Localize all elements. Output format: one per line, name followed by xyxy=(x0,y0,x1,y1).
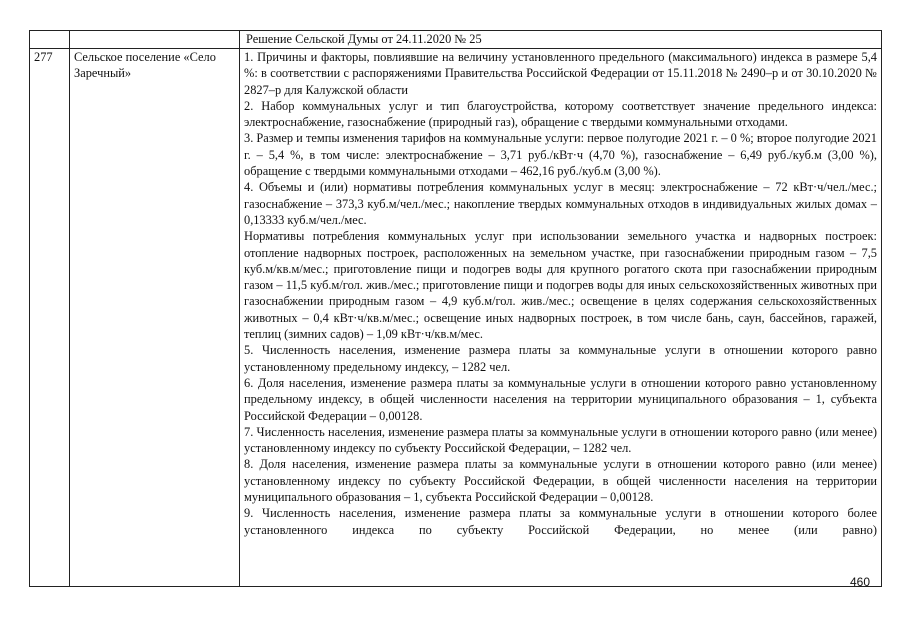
paragraph-3: 3. Размер и темпы изменения тарифов на коммунальные услуги: первое полугодие 2021 г. – 0 %; второе полугодие 2021 г. – 5,4 %, в том числе: электроснабжение – 3,71 руб./кВт·ч (4,70 %), газоснабжение – 6,49 руб./куб.м (3,00 %), обращение с твердыми коммунальными отходами – 462,16 руб./куб.м (3,00 %). xyxy=(244,131,877,179)
paragraph-2: 2. Набор коммунальных услуг и тип благоустройства, которому соответствует значение предельного индекса: электроснабжение, газоснабжение (природный газ), обращение с твердыми коммунальными отходами. xyxy=(244,98,877,130)
paragraph-1: 1. Причины и факторы, повлиявшие на величину установленного предельного (максимального) индекса в размере 5,4 %: в соответствии с распоряжениями Правительства Российской Федерации от 15.11.2018 № 2490–р и от 30.10.2020 № 2827–р для Калужской области xyxy=(244,50,877,97)
header-cell-name xyxy=(70,31,240,49)
paragraph-7: 7. Численность населения, изменение размера платы за коммунальные услуги в отношении которого равно (или менее) установленному индексу по субъекту Российской Федерации, – 1282 чел. xyxy=(244,424,877,456)
table-row xyxy=(30,49,882,587)
page-number: 460 xyxy=(850,575,871,589)
settlement-name: Сельское поселение «Село Заречный» xyxy=(70,49,240,587)
table-header-row xyxy=(30,31,882,49)
municipal-index-table xyxy=(29,30,882,587)
paragraph-4: 4. Объемы и (или) нормативы потребления коммунальных услуг в месяц: электроснабжение – 72 кВт·ч/чел./мес.; газоснабжение – 373,3 куб.м/чел./мес.; накопление твердых коммунальных отходов в индивидуальных жилых домах – 0,13333 куб.м/чел./мес. xyxy=(244,180,877,227)
row-description xyxy=(240,49,882,587)
header-cell-number xyxy=(30,31,70,49)
header-decision-reference: Решение Сельской Думы от 24.11.2020 № 25 xyxy=(240,31,882,49)
row-number: 277 xyxy=(30,49,70,587)
paragraph-norms: Нормативы потребления коммунальных услуг при использовании земельного участка и надворных построек: отопление надворных построек, расположенных на земельном участке, при газоснабжении природным газом – 7,5 куб.м/кв.м/мес.; приготовление пищи и подогрев воды для крупного рогатого скота при газоснабжении природным газом – 11,5 куб.м/гол. жив./мес.; приготовление пищи и подогрев воды для иных сельскохозяйственных животных при газоснабжении природным газом – 4,9 куб.м/гол. жив./мес.; освещение в целях содержания сельскохозяйственных животных – 0,4 кВт·ч/кв.м/мес.; освещение иных надворных построек, в том числе бань, саун, бассейнов, гаражей, теплиц (зимних садов) – 1,09 кВт·ч/кв.м/мес. xyxy=(244,229,877,342)
paragraph-8: 8. Доля населения, изменение размера платы за коммунальные услуги в отношении которого равно (или менее) установленному индексу по субъекту Российской Федерации, в общей численности населения на территории муниципального образования – 1, субъекта Российской Федерации – 0,00128. xyxy=(244,457,877,505)
paragraph-9: 9. Численность населения, изменение размера платы за коммунальные услуги в отношении которого более установленного индекса по субъекту Российской Федерации, но менее (или равно) xyxy=(244,506,877,537)
paragraph-5: 5. Численность населения, изменение размера платы за коммунальные услуги в отношении которого равно установленному предельному индексу, – 1282 чел. xyxy=(244,343,877,374)
paragraph-6: 6. Доля населения, изменение размера платы за коммунальные услуги в отношении которого равно установленному предельному индексу, в общей численности населения на территории муниципального образования – 1, субъекта Российской Федерации – 0,00128. xyxy=(244,375,877,423)
